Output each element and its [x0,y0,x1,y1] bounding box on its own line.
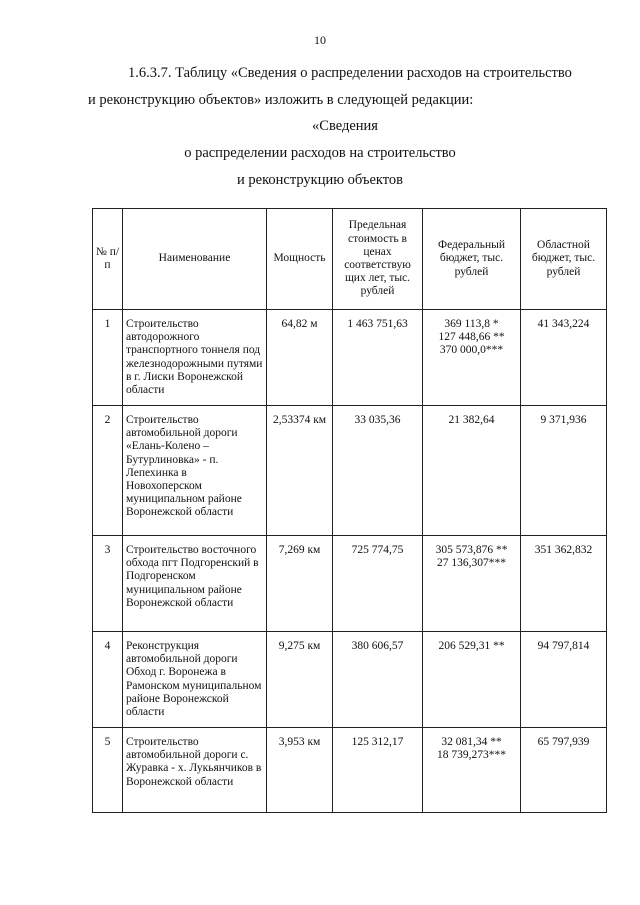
header-federal: Федеральный бюджет, тыс. рублей [423,209,521,310]
federal-amount: 127 448,66 ** [438,331,505,344]
cell-name: Строительство автодорожного транспортного тоннеля под железнодорожными путями в г. Лиски Воронежской области [123,310,267,406]
cell-cost: 725 774,75 [333,536,423,632]
cell-num: 4 [93,632,123,728]
federal-amount: 206 529,31 ** [438,640,505,652]
header-capacity: Мощность [267,209,333,310]
intro-line-1: 1.6.3.7. Таблицу «Сведения о распределении расходов на строительство [128,65,572,81]
cell-capacity: 3,953 км [267,728,333,813]
table-row [93,310,607,406]
intro-paragraph [88,60,608,114]
cell-name: Строительство автомобильной дороги «Елань-Колено – Бутурлиновка» - п. Лепехинка в Новохоперском муниципальном районе Воронежской области [123,406,267,536]
heading-line-2: о распределении расходов на строительство [184,145,456,161]
cell-name: Строительство автомобильной дороги с. Журавка - х. Лукьянчиков в Воронежской области [123,728,267,813]
table-row [93,632,607,728]
cell-regional: 65 797,939 [521,728,607,813]
table-row [93,728,607,813]
cell-name: Реконструкция автомобильной дороги Обход г. Воронежа в Рамонском муниципальном районе Воронежской области [123,632,267,728]
cell-cost: 125 312,17 [333,728,423,813]
table-row [93,536,607,632]
table-row [93,406,607,536]
federal-amount: 32 081,34 ** [441,736,502,748]
cell-federal [423,406,521,536]
header-cost: Предельная стоимость в ценах соответствую щих лет, тыс. рублей [333,209,423,310]
header-num: № п/п [93,209,123,310]
page-number: 10 [314,33,326,47]
cell-cost: 380 606,57 [333,632,423,728]
cell-num: 3 [93,536,123,632]
table-heading [0,113,640,194]
cell-name: Строительство восточного обхода пгт Подгоренский в Подгоренском муниципальном районе Воронежской области [123,536,267,632]
heading-line-1: «Сведения [312,118,378,134]
cell-federal [423,536,521,632]
cell-federal [423,632,521,728]
cell-num: 2 [93,406,123,536]
federal-amount: 18 739,273*** [437,749,506,762]
cell-cost: 33 035,36 [333,406,423,536]
federal-amount: 21 382,64 [448,414,495,426]
table-header-row [93,209,607,310]
cell-num: 1 [93,310,123,406]
cell-num: 5 [93,728,123,813]
federal-amount: 305 573,876 ** [435,544,508,556]
cell-regional: 41 343,224 [521,310,607,406]
header-name: Наименование [123,209,267,310]
cell-capacity: 64,82 м [267,310,333,406]
expenses-table [92,208,607,813]
cell-cost: 1 463 751,63 [333,310,423,406]
federal-amount: 27 136,307*** [437,557,506,570]
heading-line-3: и реконструкцию объектов [237,172,403,188]
cell-regional: 351 362,832 [521,536,607,632]
cell-capacity: 9,275 км [267,632,333,728]
header-regional: Областной бюджет, тыс. рублей [521,209,607,310]
intro-line-2: и реконструкцию объектов» изложить в следующей редакции: [88,92,474,108]
federal-amount: 369 113,8 * [444,318,499,330]
cell-federal [423,728,521,813]
cell-federal [423,310,521,406]
cell-capacity: 7,269 км [267,536,333,632]
federal-amount: 370 000,0*** [439,344,504,357]
cell-regional: 9 371,936 [521,406,607,536]
cell-regional: 94 797,814 [521,632,607,728]
cell-capacity: 2,53374 км [267,406,333,536]
